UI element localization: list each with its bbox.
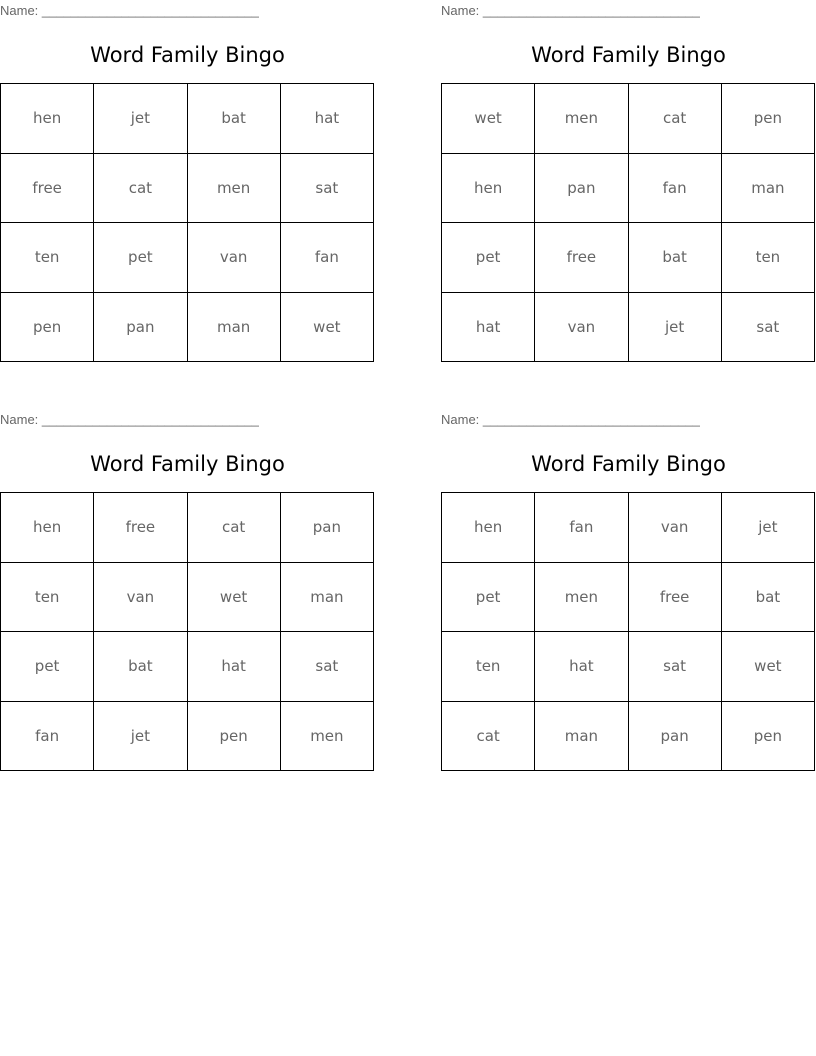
bingo-cell: wet: [281, 293, 374, 363]
bingo-cell: bat: [188, 84, 281, 154]
card-title: Word Family Bingo: [531, 43, 726, 67]
card-title: Word Family Bingo: [90, 43, 285, 67]
bingo-card: [441, 409, 816, 779]
bingo-cell: man: [535, 702, 628, 772]
bingo-cell: free: [535, 223, 628, 293]
bingo-cell: pen: [722, 84, 815, 154]
bingo-cell: van: [94, 563, 187, 633]
bingo-cell: sat: [722, 293, 815, 363]
card-title: Word Family Bingo: [531, 452, 726, 476]
bingo-cell: jet: [94, 84, 187, 154]
bingo-cell: sat: [281, 632, 374, 702]
bingo-cell: pet: [442, 563, 535, 633]
bingo-cell: pan: [281, 493, 374, 563]
bingo-cell: pan: [94, 293, 187, 363]
bingo-cell: cat: [442, 702, 535, 772]
bingo-grid: [441, 83, 815, 362]
bingo-grid: [0, 492, 374, 771]
bingo-cell: wet: [442, 84, 535, 154]
bingo-card: [0, 0, 375, 370]
bingo-cell: men: [535, 563, 628, 633]
bingo-cell: hen: [1, 493, 94, 563]
bingo-cell: van: [629, 493, 722, 563]
name-field-label: Name: ______________________________: [441, 3, 700, 18]
bingo-cell: pen: [1, 293, 94, 363]
bingo-cell: ten: [722, 223, 815, 293]
bingo-cell: bat: [629, 223, 722, 293]
bingo-cell: ten: [1, 223, 94, 293]
bingo-cell: hat: [535, 632, 628, 702]
bingo-cell: men: [188, 154, 281, 224]
bingo-cell: ten: [1, 563, 94, 633]
bingo-cell: wet: [722, 632, 815, 702]
bingo-cell: free: [94, 493, 187, 563]
bingo-cell: hat: [442, 293, 535, 363]
bingo-cell: men: [535, 84, 628, 154]
bingo-cell: van: [535, 293, 628, 363]
bingo-cell: pen: [722, 702, 815, 772]
name-field-label: Name: ______________________________: [441, 412, 700, 427]
bingo-cell: hat: [281, 84, 374, 154]
bingo-cell: cat: [188, 493, 281, 563]
bingo-cell: pet: [442, 223, 535, 293]
bingo-card: [441, 0, 816, 370]
bingo-cell: fan: [1, 702, 94, 772]
bingo-cell: fan: [281, 223, 374, 293]
bingo-cell: bat: [722, 563, 815, 633]
bingo-cell: man: [722, 154, 815, 224]
bingo-cell: jet: [722, 493, 815, 563]
bingo-cell: cat: [629, 84, 722, 154]
bingo-cell: pan: [535, 154, 628, 224]
bingo-cell: free: [629, 563, 722, 633]
bingo-cell: man: [188, 293, 281, 363]
bingo-cell: wet: [188, 563, 281, 633]
bingo-cell: hen: [442, 154, 535, 224]
bingo-cell: men: [281, 702, 374, 772]
bingo-cell: pet: [94, 223, 187, 293]
bingo-grid: [441, 492, 815, 771]
bingo-cell: sat: [281, 154, 374, 224]
bingo-cell: jet: [629, 293, 722, 363]
bingo-cell: sat: [629, 632, 722, 702]
bingo-cell: pan: [629, 702, 722, 772]
bingo-card: [0, 409, 375, 779]
bingo-cell: hen: [1, 84, 94, 154]
bingo-cell: pet: [1, 632, 94, 702]
card-title: Word Family Bingo: [90, 452, 285, 476]
bingo-cell: hat: [188, 632, 281, 702]
bingo-cell: jet: [94, 702, 187, 772]
bingo-cell: ten: [442, 632, 535, 702]
bingo-grid: [0, 83, 374, 362]
bingo-cell: hen: [442, 493, 535, 563]
name-field-label: Name: ______________________________: [0, 3, 259, 18]
bingo-cell: pen: [188, 702, 281, 772]
bingo-cell: fan: [629, 154, 722, 224]
bingo-cell: fan: [535, 493, 628, 563]
bingo-cell: cat: [94, 154, 187, 224]
name-field-label: Name: ______________________________: [0, 412, 259, 427]
bingo-cell: bat: [94, 632, 187, 702]
bingo-cell: free: [1, 154, 94, 224]
bingo-cell: van: [188, 223, 281, 293]
bingo-cell: man: [281, 563, 374, 633]
